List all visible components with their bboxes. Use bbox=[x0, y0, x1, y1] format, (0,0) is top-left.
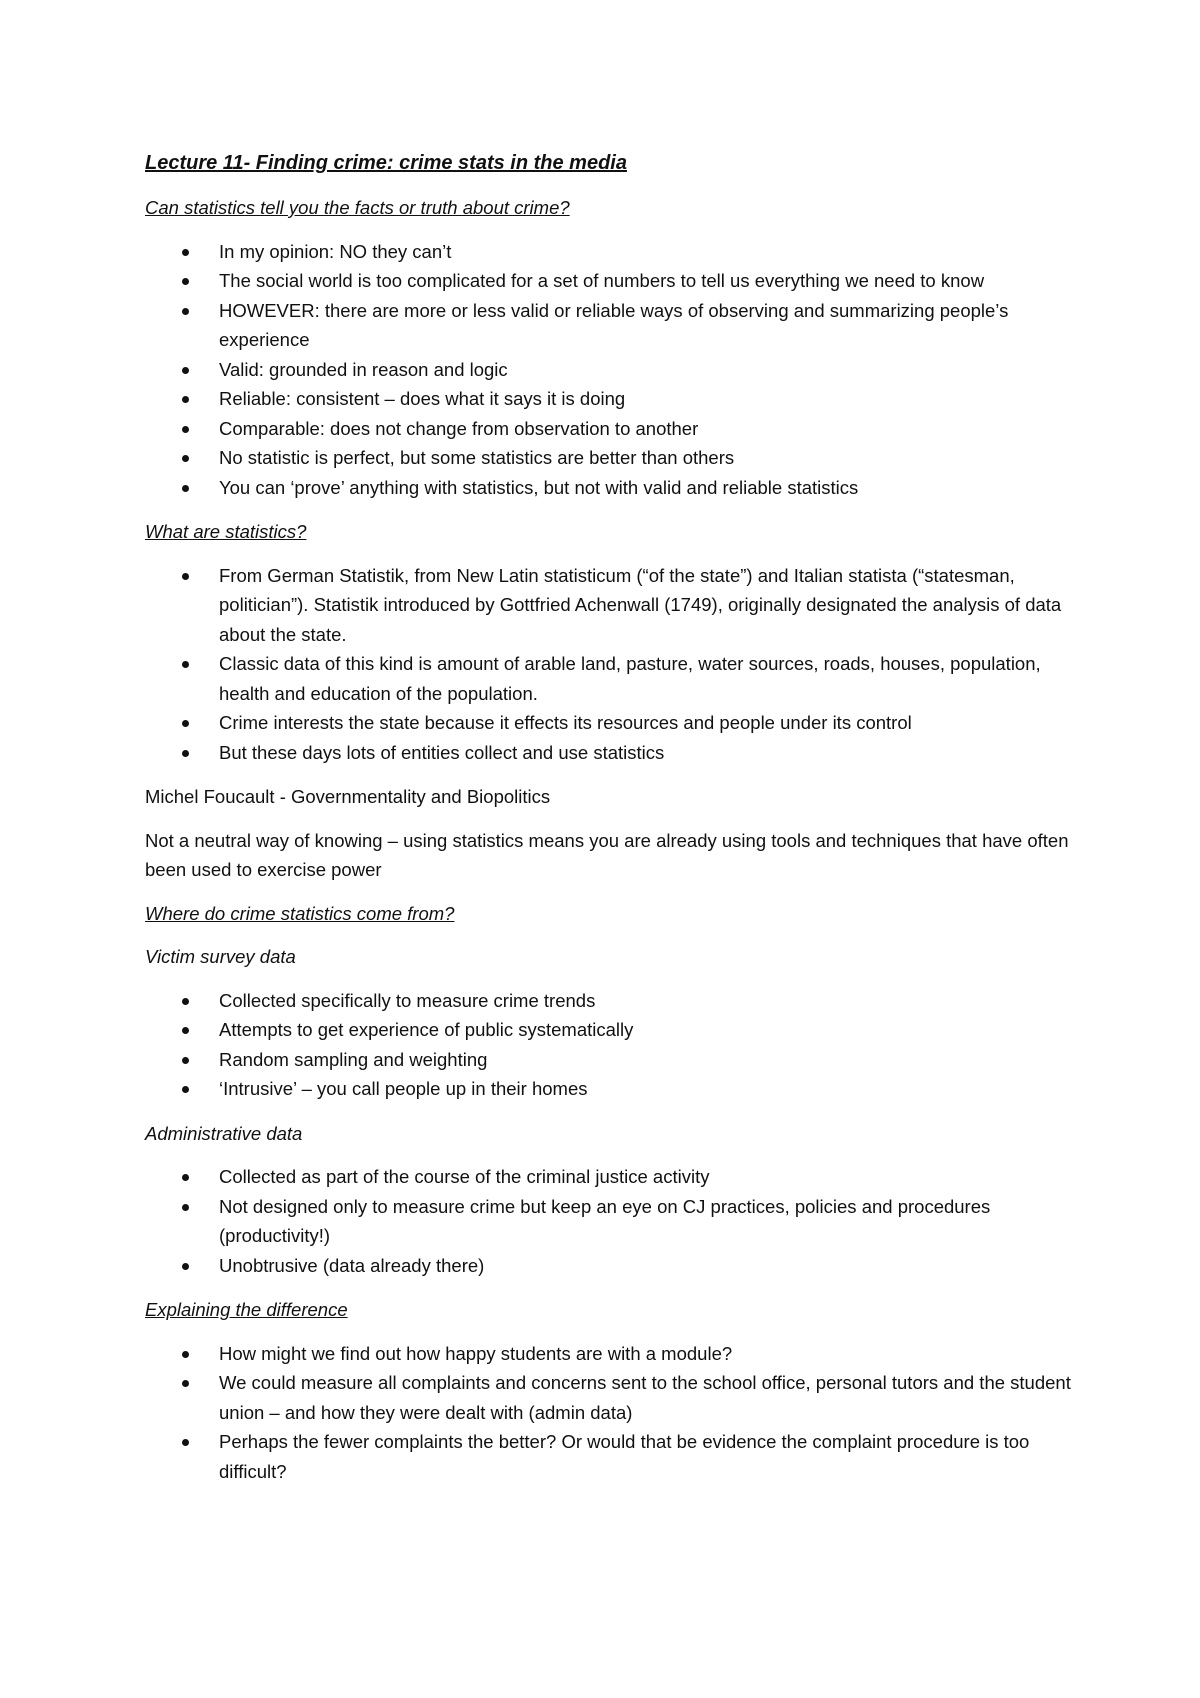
section-heading-where: Where do crime statistics come from? bbox=[145, 902, 455, 924]
subheading-administrative: Administrative data bbox=[145, 1122, 303, 1144]
bullet-list-administrative bbox=[145, 1162, 1085, 1280]
list-item bbox=[145, 1192, 1085, 1251]
bullet-list-facts bbox=[145, 237, 1085, 503]
list-item bbox=[145, 986, 1085, 1016]
list-item bbox=[145, 1427, 1085, 1486]
bullet-icon bbox=[182, 720, 189, 727]
list-item-text: From German Statistik, from New Latin statisticum (“of the state”) and Italian statista (“statesman, politician”). Statistik introduced by Gottfried Achenwall (1749), originally designated the analysis of data about the state. bbox=[219, 564, 1062, 645]
list-item bbox=[145, 1015, 1085, 1045]
list-item bbox=[145, 1074, 1085, 1104]
list-item-text: Classic data of this kind is amount of arable land, pasture, water sources, roads, houses, population, health and education of the population. bbox=[219, 653, 1041, 704]
bullet-icon bbox=[182, 1204, 189, 1211]
list-item-text: Unobtrusive (data already there) bbox=[219, 1254, 485, 1276]
list-item bbox=[145, 473, 1085, 503]
bullet-icon bbox=[182, 1027, 189, 1034]
list-item-text: We could measure all complaints and concerns sent to the school office, personal tutors and the student union – and how they were dealt with (admin data) bbox=[219, 1372, 1071, 1423]
list-item-text: How might we find out how happy students are with a module? bbox=[219, 1342, 733, 1364]
list-item-text: In my opinion: NO they can’t bbox=[219, 240, 452, 262]
list-item bbox=[145, 561, 1085, 650]
list-item bbox=[145, 296, 1085, 355]
list-item bbox=[145, 443, 1085, 473]
bullet-icon bbox=[182, 1086, 189, 1093]
bullet-icon bbox=[182, 1380, 189, 1387]
list-item bbox=[145, 649, 1085, 708]
bullet-icon bbox=[182, 426, 189, 433]
bullet-list-explaining bbox=[145, 1339, 1085, 1487]
list-item-text: Perhaps the fewer complaints the better? Or would that be evidence the complaint procedure is too difficult? bbox=[219, 1431, 1030, 1482]
bullet-icon bbox=[182, 573, 189, 580]
bullet-icon bbox=[182, 1174, 189, 1181]
list-item-text: Collected as part of the course of the criminal justice activity bbox=[219, 1166, 710, 1187]
list-item bbox=[145, 266, 1085, 296]
list-item bbox=[145, 1339, 1085, 1369]
bullet-icon bbox=[182, 998, 189, 1005]
subheading-victim-survey: Victim survey data bbox=[145, 946, 296, 967]
bullet-icon bbox=[182, 367, 189, 374]
section-heading-facts: Can statistics tell you the facts or truth about crime? bbox=[145, 197, 570, 218]
section-heading-explaining: Explaining the difference bbox=[145, 1299, 348, 1320]
list-item bbox=[145, 1368, 1085, 1427]
list-item-text: Attempts to get experience of public systematically bbox=[219, 1019, 634, 1040]
bullet-icon bbox=[182, 750, 189, 757]
list-item-text: Random sampling and weighting bbox=[219, 1048, 488, 1070]
list-item-text: No statistic is perfect, but some statistics are better than others bbox=[219, 447, 735, 468]
list-item-text: But these days lots of entities collect and use statistics bbox=[219, 741, 665, 763]
list-item-text: Reliable: consistent – does what it says it is doing bbox=[219, 388, 626, 409]
list-item bbox=[145, 708, 1085, 738]
bullet-icon bbox=[182, 1439, 189, 1446]
list-item-text: HOWEVER: there are more or less valid or reliable ways of observing and summarizing people’s experience bbox=[219, 299, 1009, 350]
list-item-text: Not designed only to measure crime but keep an eye on CJ practices, policies and procedures (productivity!) bbox=[219, 1195, 991, 1246]
list-item-text: ‘Intrusive’ – you call people up in their homes bbox=[219, 1078, 588, 1099]
bullet-icon bbox=[182, 278, 189, 285]
list-item bbox=[145, 1251, 1085, 1281]
bullet-icon bbox=[182, 455, 189, 462]
neutral-paragraph: Not a neutral way of knowing – using statistics means you are already using tools and techniques that have often been used to exercise power bbox=[145, 829, 1069, 880]
list-item-text: Comparable: does not change from observation to another bbox=[219, 417, 699, 439]
bullet-icon bbox=[182, 1263, 189, 1270]
section-heading-what-are-statistics: What are statistics? bbox=[145, 521, 307, 542]
foucault-line: Michel Foucault - Governmentality and Biopolitics bbox=[145, 786, 551, 807]
bullet-list-victim-survey bbox=[145, 986, 1085, 1104]
list-item bbox=[145, 738, 1085, 768]
bullet-icon bbox=[182, 1351, 189, 1358]
page-title: Lecture 11- Finding crime: crime stats in the media bbox=[145, 152, 627, 174]
document-body bbox=[145, 148, 1085, 1501]
bullet-icon bbox=[182, 249, 189, 256]
list-item bbox=[145, 1045, 1085, 1075]
bullet-icon bbox=[182, 396, 189, 403]
list-item bbox=[145, 414, 1085, 444]
list-item-text: Collected specifically to measure crime trends bbox=[219, 989, 596, 1011]
list-item-text: The social world is too complicated for a set of numbers to tell us everything we need to know bbox=[219, 270, 985, 291]
list-item bbox=[145, 355, 1085, 385]
list-item-text: Valid: grounded in reason and logic bbox=[219, 358, 508, 380]
list-item bbox=[145, 237, 1085, 267]
list-item bbox=[145, 1162, 1085, 1192]
bullet-icon bbox=[182, 1057, 189, 1064]
list-item bbox=[145, 384, 1085, 414]
bullet-icon bbox=[182, 485, 189, 492]
list-item-text: You can ‘prove’ anything with statistics, but not with valid and reliable statistics bbox=[219, 476, 859, 498]
list-item-text: Crime interests the state because it effects its resources and people under its control bbox=[219, 712, 912, 733]
bullet-list-what-are-statistics bbox=[145, 561, 1085, 768]
bullet-icon bbox=[182, 308, 189, 315]
bullet-icon bbox=[182, 661, 189, 668]
